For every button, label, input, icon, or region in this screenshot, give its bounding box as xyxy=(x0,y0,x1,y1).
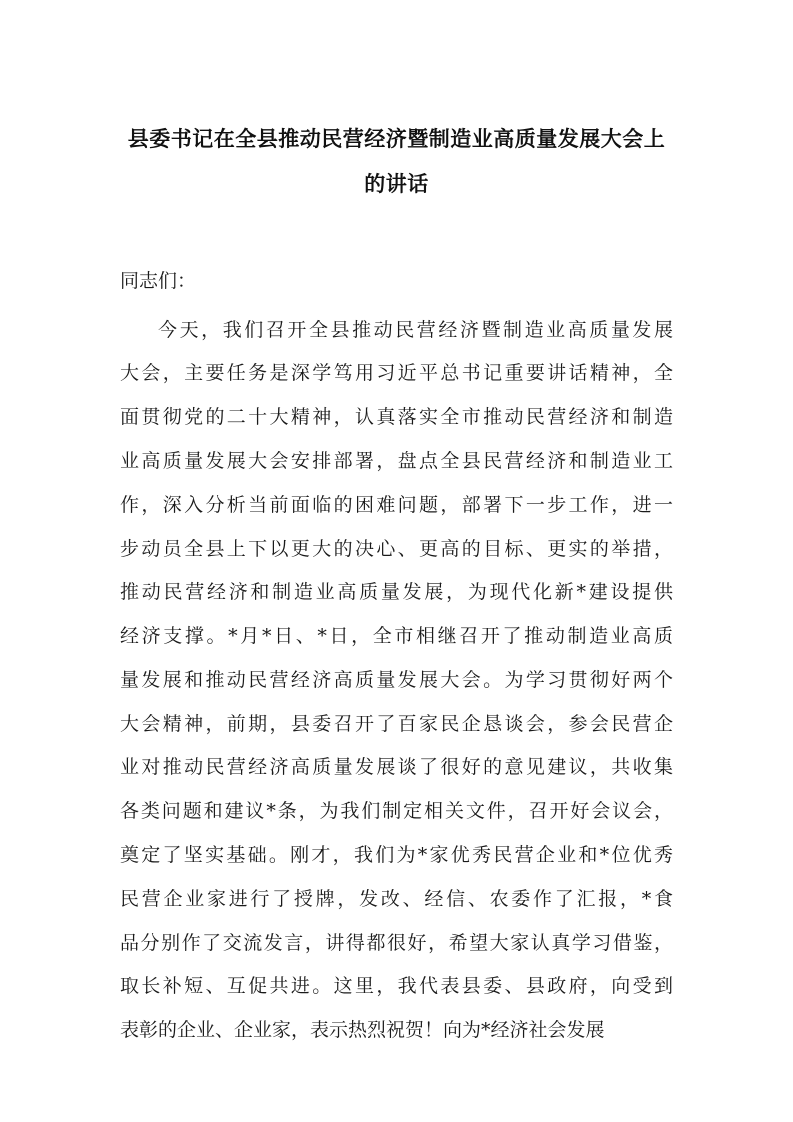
body-line-17: 表彰的企业、企业家，表示热烈祝贺！向为*经济社会发展 xyxy=(120,1019,605,1041)
body-line-10: 大会精神，前期，县委召开了百家民企恳谈会，参会民营企 xyxy=(120,713,673,735)
body-line-2: 大会，主要任务是深学笃用习近平总书记重要讲话精神，全 xyxy=(120,362,673,384)
body-line-15: 品分别作了交流发言，讲得都很好，希望大家认真学习借鉴， xyxy=(120,932,673,954)
body-line-9: 量发展和推动民营经济高质量发展大会。为学习贯彻好两个 xyxy=(120,669,673,691)
body-line-7: 推动民营经济和制造业高质量发展，为现代化新*建设提供 xyxy=(120,581,673,603)
body-line-6: 步动员全县上下以更大的决心、更高的目标、更实的举措， xyxy=(120,538,673,560)
body-line-1: 今天，我们召开全县推动民营经济暨制造业高质量发展 xyxy=(158,319,673,341)
body-line-5: 作，深入分析当前面临的困难问题，部署下一步工作，进一 xyxy=(120,494,673,516)
body-line-14: 民营企业家进行了授牌，发改、经信、农委作了汇报，*食 xyxy=(120,888,673,910)
body-line-8: 经济支撑。*月*日、*日，全市相继召开了推动制造业高质 xyxy=(120,625,673,647)
body-line-13: 奠定了坚实基础。刚才，我们为*家优秀民营企业和*位优秀 xyxy=(120,844,673,866)
salutation: 同志们： xyxy=(120,270,197,292)
document-title-line-2: 的讲话 xyxy=(364,172,429,196)
body-line-16: 取长补短、互促共进。这里，我代表县委、县政府，向受到 xyxy=(120,975,673,997)
body-line-12: 各类问题和建议*条，为我们制定相关文件，召开好会议会， xyxy=(120,800,673,822)
body-line-4: 业高质量发展大会安排部署，盘点全县民营经济和制造业工 xyxy=(120,450,673,472)
body-line-11: 业对推动民营经济高质量发展谈了很好的意见建议，共收集 xyxy=(120,756,673,778)
document-title-line-1: 县委书记在全县推动民营经济暨制造业高质量发展大会上 xyxy=(127,127,666,151)
body-line-3: 面贯彻党的二十大精神，认真落实全市推动民营经济和制造 xyxy=(120,406,673,428)
